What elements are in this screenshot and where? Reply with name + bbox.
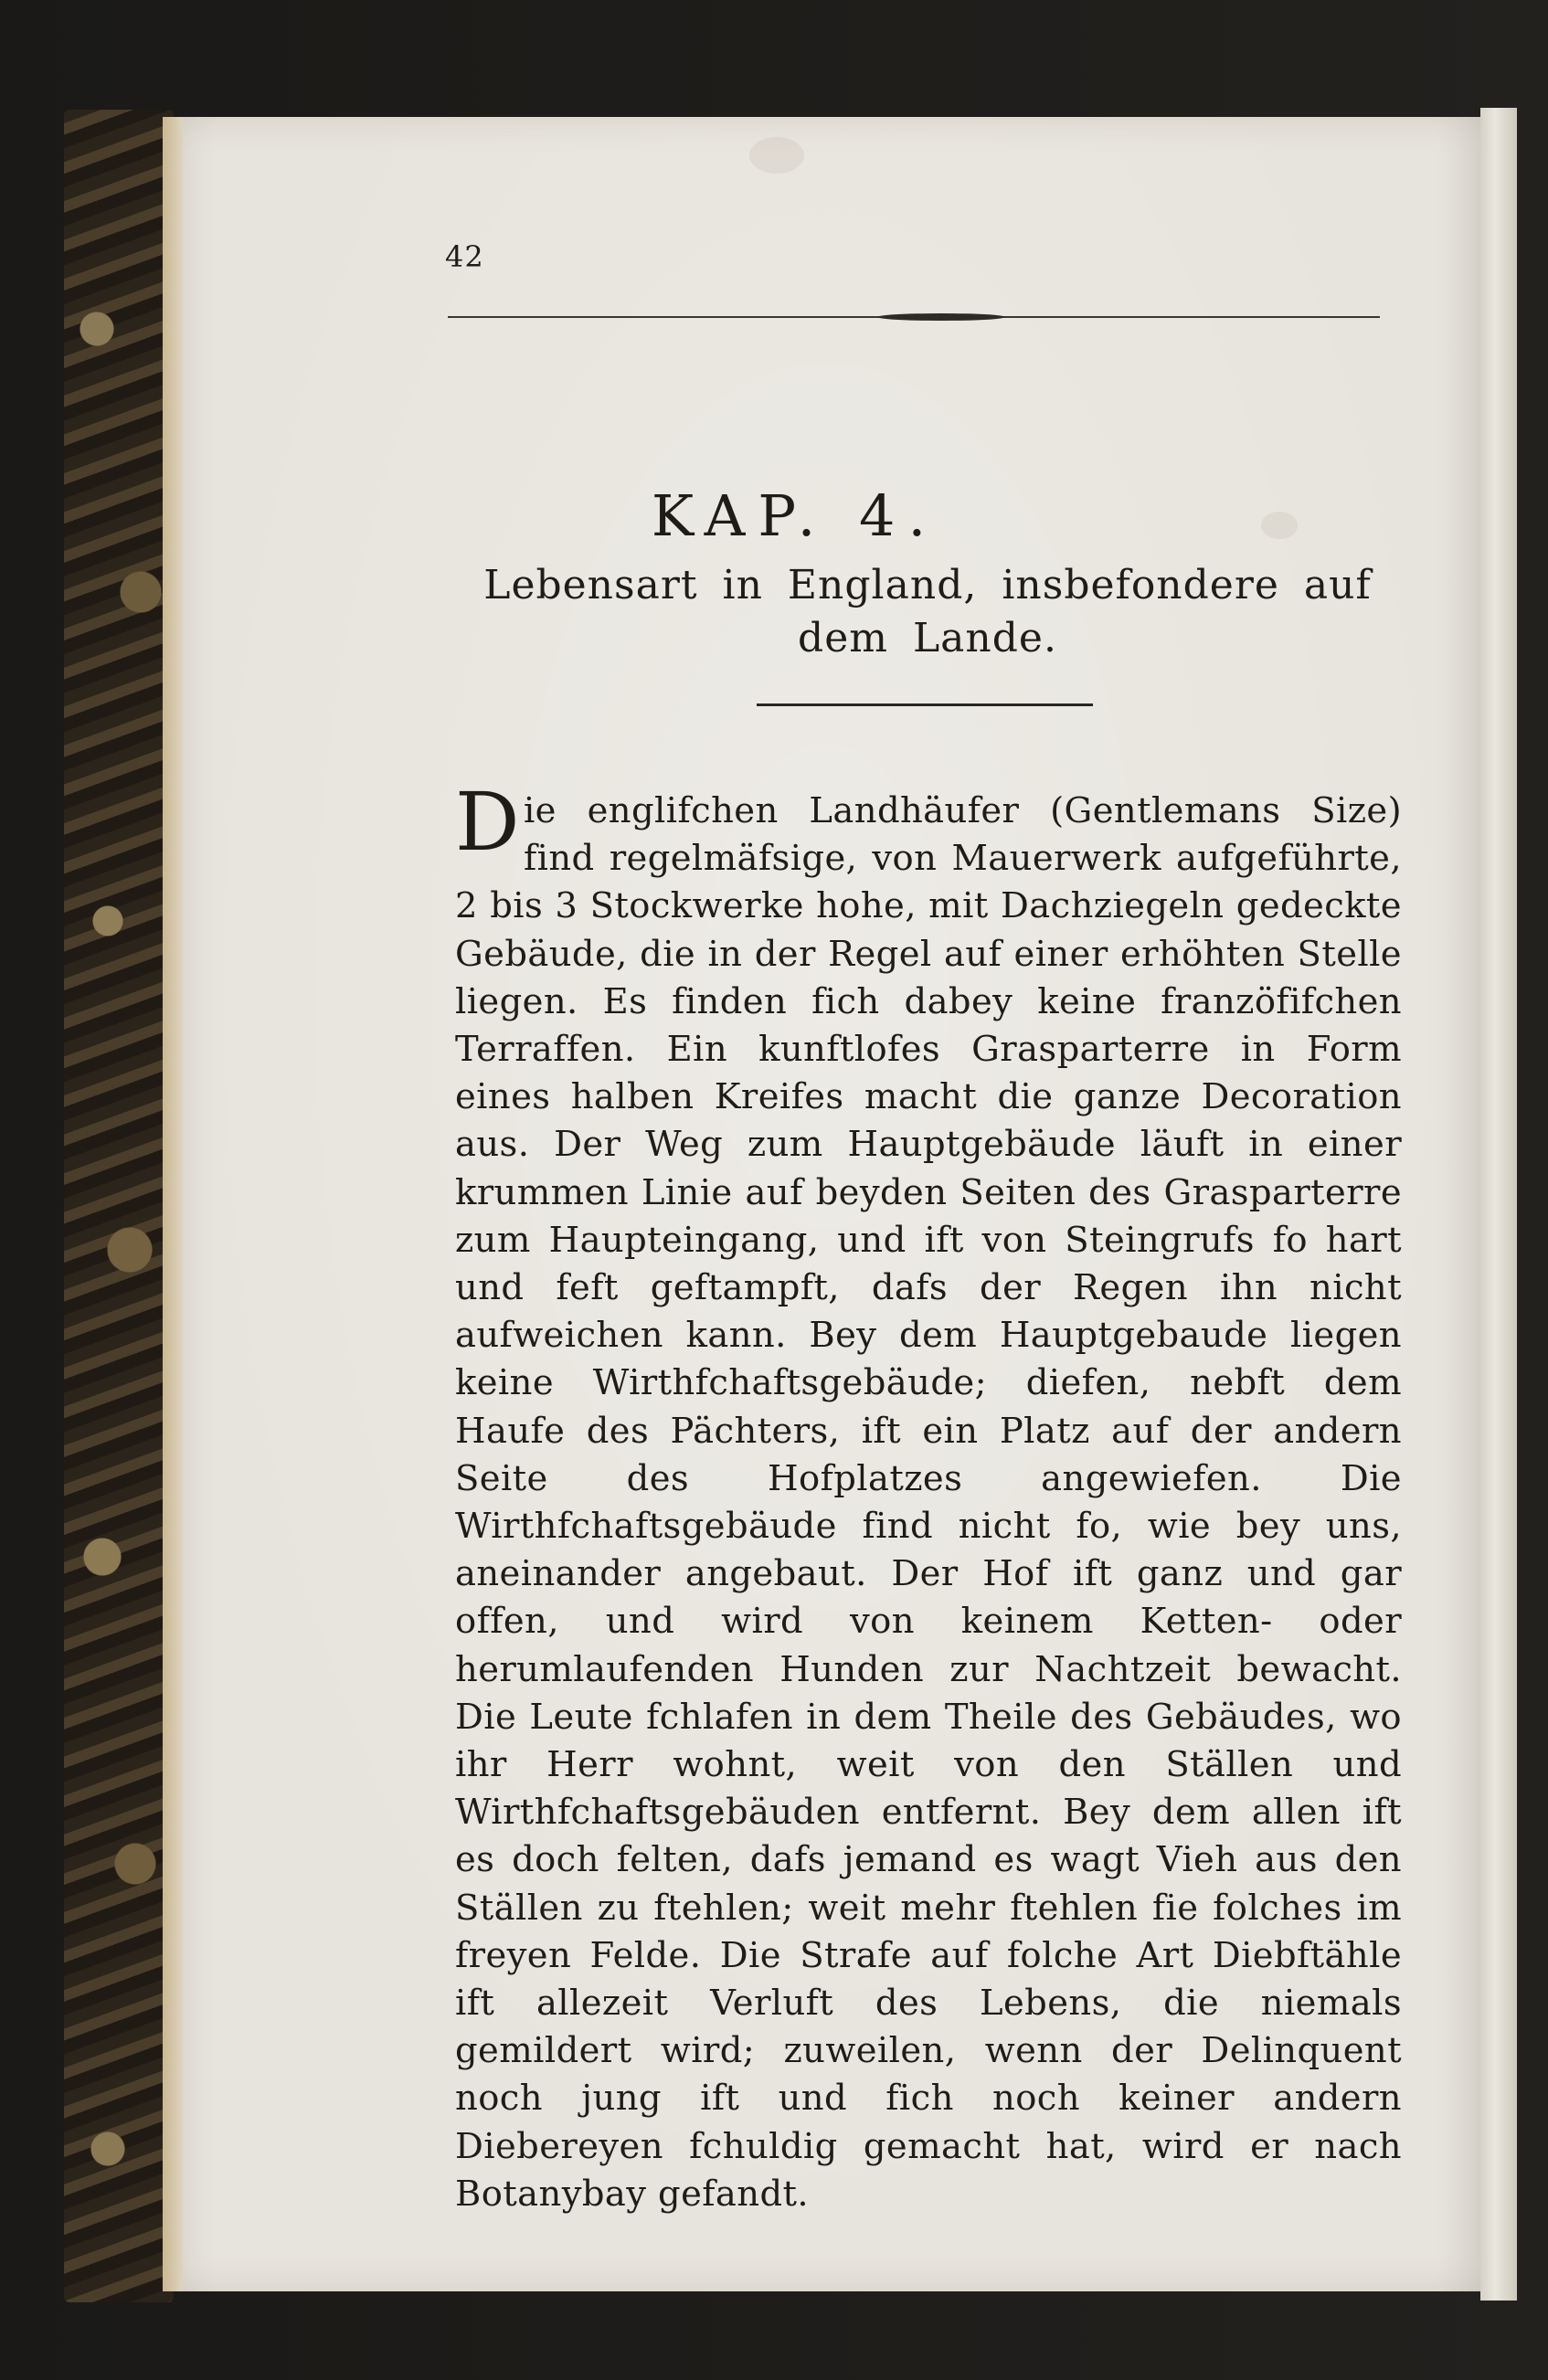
body-paragraph xyxy=(455,775,1402,2218)
chapter-title: KAP. 4. xyxy=(651,482,939,549)
chapter-subtitle: Lebensart in England, insbefondere auf dem Lande. xyxy=(483,562,1372,661)
paper-stain xyxy=(749,137,804,174)
drop-cap: D xyxy=(455,775,520,869)
header-rule-ornament xyxy=(877,313,1005,321)
section-rule xyxy=(757,703,1093,706)
page-number: 42 xyxy=(445,239,484,274)
marbled-cover xyxy=(64,110,174,2302)
page-gutter-edge xyxy=(163,117,183,2291)
paragraph-text: ie englifchen Landhäufer (Gentlemans Size) find regelmäfsige, von Mauerwerk aufgeführte, 2 bis 3 Stockwerke hohe, mit Dachziegeln gedeckte Gebäude, die in der Regel auf einer erhöhten Stelle liegen. Es finden fich dabey keine franzöfifchen Terraffen. Ein kunftlofes Grasparterre in Form eines halben Kreifes macht die ganze Decoration aus. Der Weg zum Hauptgebäude läuft in einer krummen Linie auf beyden Seiten des Grasparterre zum Haupteingang, und ift von Steingrufs fo hart und feft geftampft, dafs der Regen ihn nicht aufweichen kann. Bey dem Hauptgebaude liegen keine Wirthfchaftsgebäude; diefen, nebft dem Haufe des Pächters, ift ein Platz auf der andern Seite des Hofplatzes angewiefen. Die Wirthfchaftsgebäude find nicht fo, wie bey uns, aneinander angebaut. Der Hof ift ganz und gar offen, und wird von keinem Ketten- oder herumlaufenden Hunden zur Nachtzeit bewacht. Die Leute fchlafen in dem Theile des Gebäudes, wo ihr Herr wohnt, weit von den Ställen und Wirthfchaftsgebäuden entfernt. Bey dem allen ift es doch felten, dafs jemand es wagt Vieh aus den Ställen zu ftehlen; weit mehr ftehlen fie folches im freyen Felde. Die Strafe auf folche Art Diebftähle ift allezeit Verluft des Lebens, die niemals gemildert wird; zuweilen, wenn der Delinquent noch jung ift und fich noch keiner andern Diebereyen fchuldig gemacht hat, wird er nach Botanybay gefandt. xyxy=(455,790,1402,2215)
page-fore-edge xyxy=(1480,108,1517,2301)
